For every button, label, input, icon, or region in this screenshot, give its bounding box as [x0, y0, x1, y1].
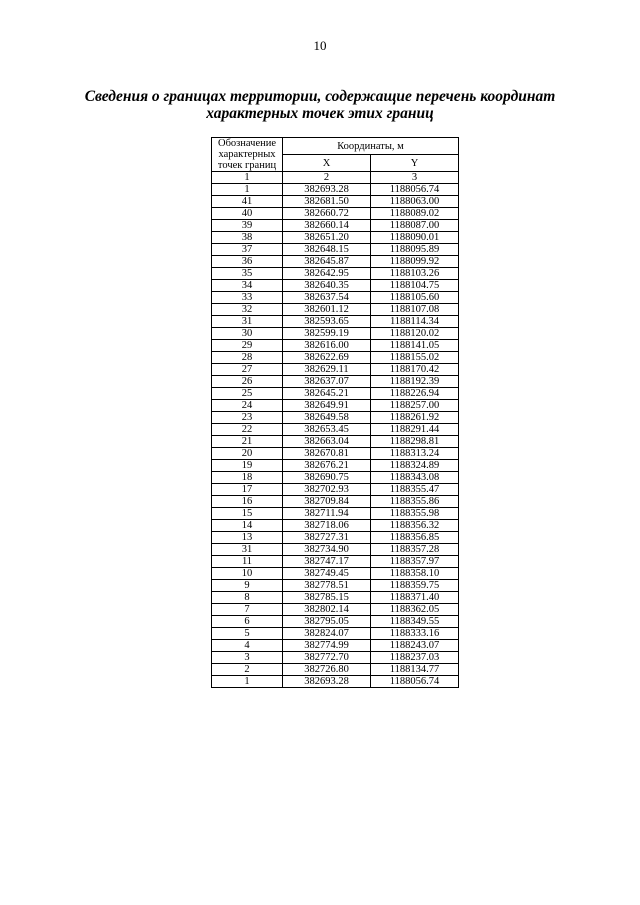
point-number-cell: 35 — [212, 268, 283, 280]
table-row — [212, 544, 459, 556]
y-coordinate-cell: 1188089.02 — [371, 208, 459, 220]
point-number-cell: 32 — [212, 304, 283, 316]
x-coordinate-cell: 382693.28 — [283, 184, 371, 196]
table-row — [212, 280, 459, 292]
y-coordinate-cell: 1188261.92 — [371, 412, 459, 424]
table-row — [212, 364, 459, 376]
x-coordinate-cell: 382747.17 — [283, 556, 371, 568]
header-coordinates: Координаты, м — [283, 138, 459, 155]
point-number-cell: 37 — [212, 244, 283, 256]
column-number: 2 — [283, 172, 371, 184]
x-coordinate-cell: 382640.35 — [283, 280, 371, 292]
y-coordinate-cell: 1188170.42 — [371, 364, 459, 376]
x-coordinate-cell: 382653.45 — [283, 424, 371, 436]
y-coordinate-cell: 1188359.75 — [371, 580, 459, 592]
table-row — [212, 412, 459, 424]
y-coordinate-cell: 1188063.00 — [371, 196, 459, 208]
point-number-cell: 24 — [212, 400, 283, 412]
y-coordinate-cell: 1188226.94 — [371, 388, 459, 400]
document-title — [60, 88, 580, 122]
table-header-row — [212, 138, 459, 155]
point-number-cell: 22 — [212, 424, 283, 436]
header-point-line-2: характерных — [218, 149, 276, 160]
table-row — [212, 424, 459, 436]
point-number-cell: 11 — [212, 556, 283, 568]
point-number-cell: 38 — [212, 232, 283, 244]
point-number-cell: 4 — [212, 640, 283, 652]
point-number-cell: 27 — [212, 364, 283, 376]
table-row — [212, 676, 459, 688]
table-row — [212, 580, 459, 592]
x-coordinate-cell: 382629.11 — [283, 364, 371, 376]
y-coordinate-cell: 1188141.05 — [371, 340, 459, 352]
table-row — [212, 520, 459, 532]
x-coordinate-cell: 382649.91 — [283, 400, 371, 412]
x-coordinate-cell: 382795.05 — [283, 616, 371, 628]
point-number-cell: 30 — [212, 328, 283, 340]
point-number-cell: 1 — [212, 184, 283, 196]
y-coordinate-cell: 1188357.97 — [371, 556, 459, 568]
y-coordinate-cell: 1188371.40 — [371, 592, 459, 604]
x-coordinate-cell: 382785.15 — [283, 592, 371, 604]
column-number: 1 — [212, 172, 283, 184]
y-coordinate-cell: 1188349.55 — [371, 616, 459, 628]
x-coordinate-cell: 382693.28 — [283, 676, 371, 688]
point-number-cell: 29 — [212, 340, 283, 352]
table-row — [212, 232, 459, 244]
point-number-cell: 16 — [212, 496, 283, 508]
table-row — [212, 304, 459, 316]
y-coordinate-cell: 1188358.10 — [371, 568, 459, 580]
x-coordinate-cell: 382601.12 — [283, 304, 371, 316]
point-number-cell: 33 — [212, 292, 283, 304]
point-number-cell: 23 — [212, 412, 283, 424]
table-row — [212, 388, 459, 400]
y-coordinate-cell: 1188298.81 — [371, 436, 459, 448]
y-coordinate-cell: 1188291.44 — [371, 424, 459, 436]
y-coordinate-cell: 1188355.47 — [371, 484, 459, 496]
y-coordinate-cell: 1188357.28 — [371, 544, 459, 556]
table-row — [212, 592, 459, 604]
x-coordinate-cell: 382593.65 — [283, 316, 371, 328]
table-row — [212, 208, 459, 220]
x-coordinate-cell: 382774.99 — [283, 640, 371, 652]
point-number-cell: 26 — [212, 376, 283, 388]
x-coordinate-cell: 382645.21 — [283, 388, 371, 400]
coordinates-table — [211, 137, 459, 688]
point-number-cell: 20 — [212, 448, 283, 460]
x-coordinate-cell: 382663.04 — [283, 436, 371, 448]
point-number-cell: 15 — [212, 508, 283, 520]
table-row — [212, 472, 459, 484]
table-row — [212, 484, 459, 496]
y-coordinate-cell: 1188343.08 — [371, 472, 459, 484]
point-number-cell: 17 — [212, 484, 283, 496]
y-coordinate-cell: 1188356.85 — [371, 532, 459, 544]
table-row — [212, 328, 459, 340]
header-x: X — [283, 155, 371, 172]
point-number-cell: 41 — [212, 196, 283, 208]
table-row — [212, 448, 459, 460]
point-number-cell: 6 — [212, 616, 283, 628]
table-row — [212, 568, 459, 580]
table-row — [212, 292, 459, 304]
point-number-cell: 10 — [212, 568, 283, 580]
table-row — [212, 532, 459, 544]
table-row — [212, 220, 459, 232]
table-row — [212, 640, 459, 652]
table-row — [212, 244, 459, 256]
point-number-cell: 7 — [212, 604, 283, 616]
y-coordinate-cell: 1188107.08 — [371, 304, 459, 316]
y-coordinate-cell: 1188356.32 — [371, 520, 459, 532]
table-row — [212, 196, 459, 208]
point-number-cell: 21 — [212, 436, 283, 448]
table-row — [212, 316, 459, 328]
x-coordinate-cell: 382824.07 — [283, 628, 371, 640]
x-coordinate-cell: 382681.50 — [283, 196, 371, 208]
table-row — [212, 604, 459, 616]
y-coordinate-cell: 1188237.03 — [371, 652, 459, 664]
point-number-cell: 5 — [212, 628, 283, 640]
table-row — [212, 664, 459, 676]
x-coordinate-cell: 382772.70 — [283, 652, 371, 664]
table-row — [212, 256, 459, 268]
table-row — [212, 556, 459, 568]
y-coordinate-cell: 1188243.07 — [371, 640, 459, 652]
x-coordinate-cell: 382709.84 — [283, 496, 371, 508]
x-coordinate-cell: 382802.14 — [283, 604, 371, 616]
point-number-cell: 18 — [212, 472, 283, 484]
page-number: 10 — [313, 38, 327, 53]
point-number-cell: 34 — [212, 280, 283, 292]
y-coordinate-cell: 1188155.02 — [371, 352, 459, 364]
x-coordinate-cell: 382702.93 — [283, 484, 371, 496]
y-coordinate-cell: 1188103.26 — [371, 268, 459, 280]
point-number-cell: 14 — [212, 520, 283, 532]
x-coordinate-cell: 382645.87 — [283, 256, 371, 268]
x-coordinate-cell: 382660.14 — [283, 220, 371, 232]
y-coordinate-cell: 1188355.86 — [371, 496, 459, 508]
point-number-cell: 19 — [212, 460, 283, 472]
y-coordinate-cell: 1188095.89 — [371, 244, 459, 256]
point-number-cell: 31 — [212, 544, 283, 556]
point-number-cell: 8 — [212, 592, 283, 604]
table-row — [212, 436, 459, 448]
header-y: Y — [371, 155, 459, 172]
y-coordinate-cell: 1188355.98 — [371, 508, 459, 520]
column-numbers-row — [212, 172, 459, 184]
header-point-designation — [212, 138, 283, 172]
point-number-cell: 36 — [212, 256, 283, 268]
x-coordinate-cell: 382676.21 — [283, 460, 371, 472]
y-coordinate-cell: 1188257.00 — [371, 400, 459, 412]
x-coordinate-cell: 382690.75 — [283, 472, 371, 484]
point-number-cell: 9 — [212, 580, 283, 592]
y-coordinate-cell: 1188134.77 — [371, 664, 459, 676]
y-coordinate-cell: 1188105.60 — [371, 292, 459, 304]
point-number-cell: 13 — [212, 532, 283, 544]
point-number-cell: 40 — [212, 208, 283, 220]
table-row — [212, 460, 459, 472]
x-coordinate-cell: 382599.19 — [283, 328, 371, 340]
x-coordinate-cell: 382670.81 — [283, 448, 371, 460]
y-coordinate-cell: 1188056.74 — [371, 676, 459, 688]
x-coordinate-cell: 382648.15 — [283, 244, 371, 256]
table-row — [212, 340, 459, 352]
y-coordinate-cell: 1188192.39 — [371, 376, 459, 388]
table-row — [212, 508, 459, 520]
table-row — [212, 652, 459, 664]
x-coordinate-cell: 382637.54 — [283, 292, 371, 304]
y-coordinate-cell: 1188120.02 — [371, 328, 459, 340]
table-row — [212, 268, 459, 280]
table-row — [212, 628, 459, 640]
x-coordinate-cell: 382711.94 — [283, 508, 371, 520]
x-coordinate-cell: 382726.80 — [283, 664, 371, 676]
title-line-1: Сведения о границах территории, содержащие перечень координат — [84, 88, 556, 105]
column-number: 3 — [371, 172, 459, 184]
y-coordinate-cell: 1188333.16 — [371, 628, 459, 640]
x-coordinate-cell: 382718.06 — [283, 520, 371, 532]
x-coordinate-cell: 382651.20 — [283, 232, 371, 244]
point-number-cell: 1 — [212, 676, 283, 688]
point-number-cell: 31 — [212, 316, 283, 328]
point-number-cell: 28 — [212, 352, 283, 364]
y-coordinate-cell: 1188313.24 — [371, 448, 459, 460]
point-number-cell: 25 — [212, 388, 283, 400]
x-coordinate-cell: 382637.07 — [283, 376, 371, 388]
table-row — [212, 352, 459, 364]
x-coordinate-cell: 382642.95 — [283, 268, 371, 280]
x-coordinate-cell: 382778.51 — [283, 580, 371, 592]
table-row — [212, 400, 459, 412]
y-coordinate-cell: 1188324.89 — [371, 460, 459, 472]
table-row — [212, 184, 459, 196]
y-coordinate-cell: 1188087.00 — [371, 220, 459, 232]
x-coordinate-cell: 382616.00 — [283, 340, 371, 352]
header-point-line-1: Обозначение — [217, 138, 277, 149]
point-number-cell: 3 — [212, 652, 283, 664]
table-row — [212, 496, 459, 508]
point-number-cell: 2 — [212, 664, 283, 676]
point-number-cell: 39 — [212, 220, 283, 232]
y-coordinate-cell: 1188099.92 — [371, 256, 459, 268]
table-row — [212, 376, 459, 388]
y-coordinate-cell: 1188090.01 — [371, 232, 459, 244]
x-coordinate-cell: 382727.31 — [283, 532, 371, 544]
table-row — [212, 616, 459, 628]
x-coordinate-cell: 382660.72 — [283, 208, 371, 220]
x-coordinate-cell: 382734.90 — [283, 544, 371, 556]
header-point-line-3: точек границ — [217, 160, 277, 171]
title-line-2: характерных точек этих границ — [206, 105, 434, 122]
y-coordinate-cell: 1188114.34 — [371, 316, 459, 328]
x-coordinate-cell: 382649.58 — [283, 412, 371, 424]
x-coordinate-cell: 382749.45 — [283, 568, 371, 580]
x-coordinate-cell: 382622.69 — [283, 352, 371, 364]
y-coordinate-cell: 1188104.75 — [371, 280, 459, 292]
y-coordinate-cell: 1188362.05 — [371, 604, 459, 616]
y-coordinate-cell: 1188056.74 — [371, 184, 459, 196]
